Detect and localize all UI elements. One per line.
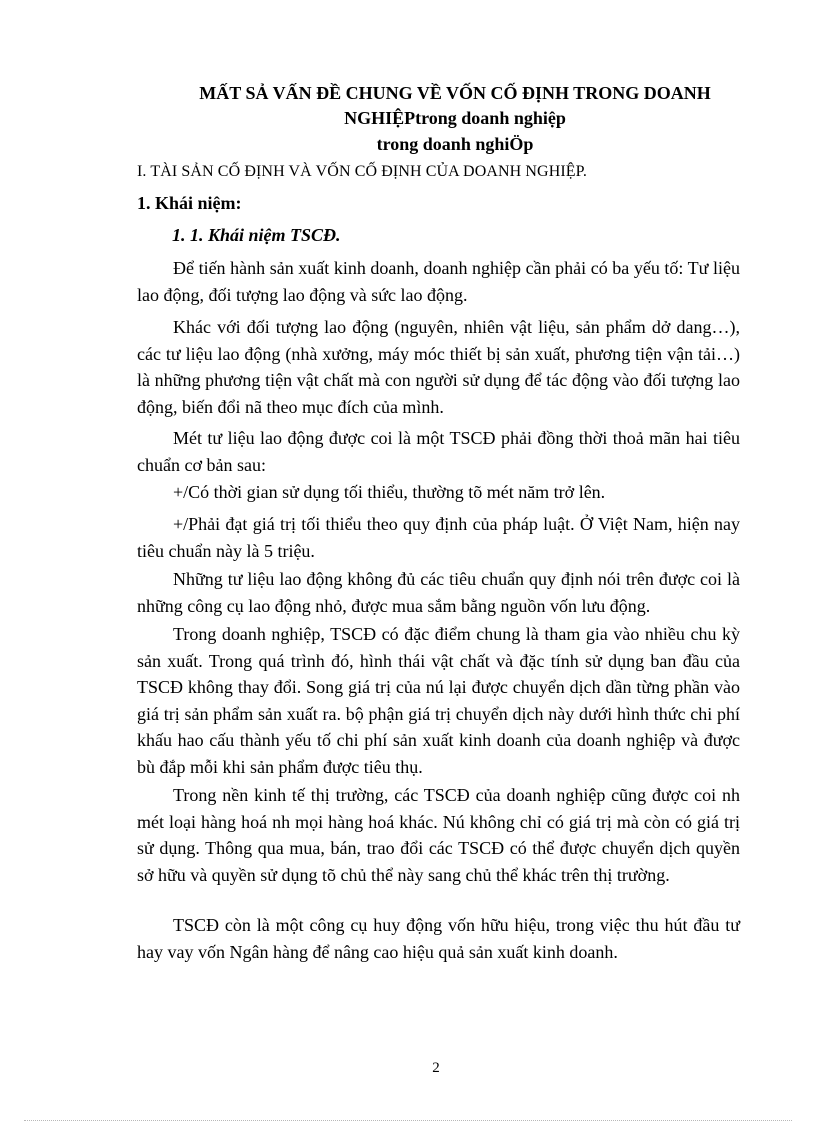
page-number: 2 [432, 1060, 440, 1076]
heading-tscd-concept: 1. 1. Khái niệm TSCĐ. [172, 225, 341, 245]
document-title-line-3: trong doanh nghiÖp [376, 134, 534, 154]
paragraph: Khác với đối tượng lao động (nguyên, nhiên vật liệu, sản phẩm dở dang…), các tư liệu lao động (nhà xưởng, máy móc thiết bị sản xuất, phương tiện vận tải…) là những phương tiện vật chất mà con người sử dụng để tác động vào đối tượng lao động, biến đổi nã theo mục đích của mình. [137, 317, 740, 417]
paragraph: Trong doanh nghiệp, TSCĐ có đặc điểm chung là tham gia vào nhiều chu kỳ sản xuất. Trong quá trình đó, hình thái vật chất và đặc tính sử dụng ban đầu của TSCĐ không thay đổi. Song giá trị của nú lại được chuyển dịch dần từng phần vào giá trị sản phẩm sản xuất ra. bộ phận giá trị chuyển dịch này dưới hình thức chi phí khấu hao cấu thành yếu tố chi phí sản xuất kinh doanh của doanh nghiệp và được bù đắp mỗi khi sản phẩm được tiêu thụ. [137, 624, 740, 777]
paragraph: Những tư liệu lao động không đủ các tiêu chuẩn quy định nói trên được coi là những công cụ lao động nhỏ, được mua sắm bằng nguồn vốn lưu động. [137, 569, 740, 616]
page-bottom-divider [24, 1120, 792, 1121]
heading-concept: 1. Khái niệm: [137, 193, 242, 213]
paragraph: +/Phải đạt giá trị tối thiểu theo quy định của pháp luật. Ở Việt Nam, hiện nay tiêu chuẩn này là 5 triệu. [137, 514, 740, 561]
paragraph: +/Có thời gian sử dụng tối thiểu, thường tõ mét năm trở lên. [173, 482, 606, 502]
section-heading: I. TÀI SẢN CỐ ĐỊNH VÀ VỐN CỐ ĐỊNH CỦA DOANH NGHIỆP. [137, 163, 587, 180]
document-title-line-2: NGHIỆPtrong doanh nghiệp [344, 108, 566, 128]
paragraph: Để tiến hành sản xuất kinh doanh, doanh nghiệp cần phải có ba yếu tố: Tư liệu lao động, đối tượng lao động và sức lao động. [137, 258, 740, 305]
paragraph: Mét tư liệu lao động được coi là một TSCĐ phải đồng thời thoả mãn hai tiêu chuẩn cơ bản sau: [137, 428, 740, 475]
paragraph: TSCĐ còn là một công cụ huy động vốn hữu hiệu, trong việc thu hút đầu tư hay vay vốn Ngân hàng để nâng cao hiệu quả sản xuất kinh doanh. [137, 915, 740, 962]
paragraph: Trong nền kinh tế thị trường, các TSCĐ của doanh nghiệp cũng được coi nh mét loại hàng hoá nh mọi hàng hoá khác. Nú không chỉ có giá trị mà còn có giá trị sử dụng. Thông qua mua, bán, trao đổi các TSCĐ có thể được chuyển dịch quyền sở hữu và quyền sử dụng tõ chủ thể này sang chủ thể khác trên thị trường. [137, 785, 740, 885]
document-title-line-1: MẤT SẢ VẤN ĐỀ CHUNG VỀ VỐN CỐ ĐỊNH TRONG DOANH [199, 83, 711, 103]
